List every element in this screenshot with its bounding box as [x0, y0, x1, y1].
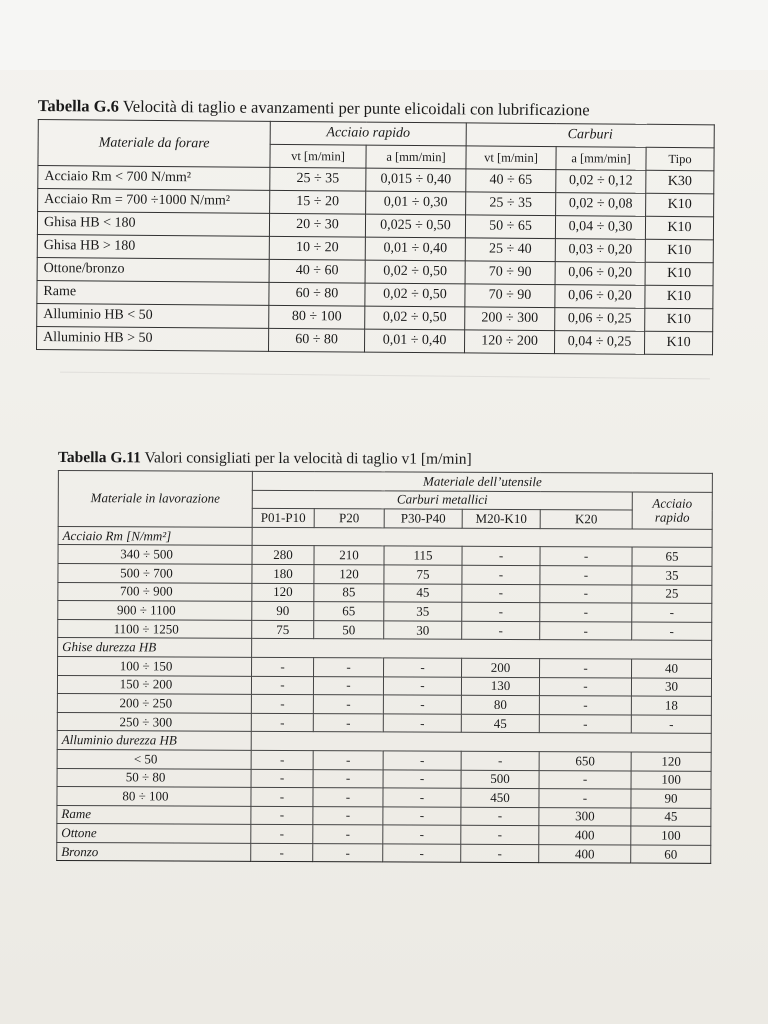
cell-hss-a: 0,01 ÷ 0,30 — [366, 191, 466, 215]
cell-hss-vt: 25 ÷ 35 — [270, 167, 366, 191]
cell-carb-a: 0,03 ÷ 0,20 — [555, 239, 645, 263]
value-cell: 25 — [632, 585, 712, 604]
cell-hss-vt: 10 ÷ 20 — [269, 236, 365, 260]
cell-carb-vt: 70 ÷ 90 — [465, 261, 555, 285]
group-filler — [252, 639, 712, 660]
cell-tipo: K10 — [645, 239, 713, 263]
table-g6-title-text: Velocità di taglio e avanzamenti per punte elicoidali con lubrificazione — [122, 96, 590, 120]
value-cell: - — [539, 714, 631, 733]
cell-carb-a: 0,02 ÷ 0,08 — [556, 193, 646, 217]
value-cell: 30 — [384, 621, 462, 640]
cell-material: Ottone/bronzo — [37, 257, 269, 282]
table-row — [57, 842, 711, 863]
value-cell: - — [461, 807, 539, 826]
value-cell: 45 — [461, 714, 539, 733]
value-cell: - — [313, 825, 383, 844]
table-g11 — [56, 470, 713, 864]
value-cell: - — [251, 750, 313, 769]
value-cell: - — [383, 844, 461, 863]
range-cell: 250 ÷ 300 — [57, 712, 251, 731]
value-cell: 85 — [314, 583, 384, 602]
value-cell: - — [462, 547, 540, 566]
value-cell: 280 — [252, 546, 314, 565]
value-cell: - — [461, 826, 539, 845]
value-cell: 650 — [539, 752, 631, 771]
table-row — [37, 326, 713, 354]
value-cell: 130 — [461, 677, 539, 696]
cell-hss-a: 0,015 ÷ 0,40 — [366, 168, 466, 192]
value-cell: 45 — [631, 808, 711, 827]
table-g6-title — [38, 96, 714, 121]
value-cell: - — [539, 770, 631, 789]
table-g11-title-label: Tabella G.11 — [57, 449, 141, 467]
value-cell: 35 — [384, 602, 462, 621]
value-cell: 500 — [461, 770, 539, 789]
material-cell: Bronzo — [57, 842, 251, 861]
range-cell: 150 ÷ 200 — [57, 675, 251, 694]
value-cell: 180 — [252, 564, 314, 583]
group-label: Acciaio Rm [N/mm²] — [58, 526, 252, 545]
value-cell: 400 — [539, 826, 631, 845]
value-cell: - — [251, 806, 313, 825]
value-cell: 90 — [252, 602, 314, 621]
col-header-p30-p40: P30-P40 — [384, 509, 462, 528]
cell-material: Alluminio HB < 50 — [37, 303, 269, 328]
range-cell: 900 ÷ 1100 — [58, 601, 252, 620]
value-cell: - — [461, 751, 539, 770]
range-cell: < 50 — [57, 749, 251, 768]
range-cell: 200 ÷ 250 — [57, 694, 251, 713]
table-g6-section — [36, 96, 714, 355]
value-cell: 75 — [384, 565, 462, 584]
table-g11-section — [56, 449, 712, 864]
value-cell: - — [251, 825, 313, 844]
cell-carb-a: 0,06 ÷ 0,20 — [555, 285, 645, 309]
value-cell: - — [383, 714, 461, 733]
cell-carb-a: 0,02 ÷ 0,12 — [556, 170, 646, 194]
cell-material: Ghisa HB > 180 — [37, 234, 269, 259]
cell-tipo: K10 — [645, 285, 713, 309]
col-group-tool-material: Materiale dell’utensile — [252, 471, 712, 492]
col-group-hss: Acciaio rapido — [270, 121, 466, 146]
value-cell: 210 — [314, 546, 384, 565]
table-g6-body — [37, 166, 714, 355]
value-cell: - — [383, 788, 461, 807]
col-header-carb-vt: vt [m/min] — [466, 146, 556, 170]
value-cell: - — [313, 751, 383, 770]
cell-carb-vt: 50 ÷ 65 — [465, 215, 555, 239]
cell-carb-vt: 25 ÷ 40 — [465, 238, 555, 262]
cell-tipo: K10 — [645, 331, 713, 355]
value-cell: - — [313, 695, 383, 714]
value-cell: - — [632, 603, 712, 622]
value-cell: 450 — [461, 788, 539, 807]
value-cell: 120 — [252, 583, 314, 602]
value-cell: 90 — [631, 789, 711, 808]
material-cell: Rame — [57, 805, 251, 824]
value-cell: - — [540, 659, 632, 678]
value-cell: - — [251, 769, 313, 788]
cell-material: Rame — [37, 280, 269, 305]
value-cell: - — [251, 787, 313, 806]
cell-material: Acciaio Rm < 700 N/mm² — [38, 166, 270, 191]
value-cell: 120 — [631, 752, 711, 771]
cell-hss-vt: 15 ÷ 20 — [270, 190, 366, 214]
value-cell: - — [632, 622, 712, 641]
col-header-m20-k10: M20-K10 — [462, 509, 540, 528]
value-cell: 120 — [314, 565, 384, 584]
value-cell: - — [313, 676, 383, 695]
group-filler — [251, 732, 711, 753]
range-cell: 1100 ÷ 1250 — [58, 619, 252, 638]
table-g11-body — [57, 526, 713, 864]
range-cell: 500 ÷ 700 — [58, 563, 252, 582]
value-cell: - — [539, 789, 631, 808]
cell-carb-vt: 200 ÷ 300 — [465, 307, 555, 331]
value-cell: - — [383, 825, 461, 844]
value-cell: 35 — [632, 566, 712, 585]
col-header-material: Materiale in lavorazione — [58, 471, 252, 528]
cell-hss-vt: 60 ÷ 80 — [269, 328, 365, 352]
group-filler — [252, 527, 712, 548]
range-cell: 50 ÷ 80 — [57, 768, 251, 787]
range-cell: 100 ÷ 150 — [58, 656, 252, 675]
cell-carb-vt: 25 ÷ 35 — [466, 192, 556, 216]
range-cell: 80 ÷ 100 — [57, 787, 251, 806]
col-group-carbides: Carburi metallici — [252, 490, 632, 510]
cell-carb-a: 0,06 ÷ 0,25 — [555, 308, 645, 332]
cell-material: Ghisa HB < 180 — [37, 212, 269, 237]
table-g6 — [36, 119, 715, 355]
cell-hss-a: 0,02 ÷ 0,50 — [365, 260, 465, 284]
table-g11-title — [58, 449, 712, 470]
cell-tipo: K10 — [646, 193, 714, 217]
value-cell: - — [540, 566, 632, 585]
col-header-k20: K20 — [540, 510, 632, 529]
value-cell: - — [631, 715, 711, 734]
cell-carb-a: 0,04 ÷ 0,30 — [555, 216, 645, 240]
value-cell: - — [461, 844, 539, 863]
value-cell: - — [313, 769, 383, 788]
value-cell: - — [251, 843, 313, 862]
value-cell: 65 — [632, 547, 712, 566]
value-cell: - — [313, 843, 383, 862]
col-header-carb-a: a [mm/min] — [556, 147, 646, 171]
cell-tipo: K10 — [645, 216, 713, 240]
scan-top-area — [0, 0, 768, 70]
value-cell: 400 — [539, 844, 631, 863]
value-cell: - — [252, 657, 314, 676]
col-header-p01-p10: P01-P10 — [252, 509, 314, 528]
value-cell: - — [462, 602, 540, 621]
cell-carb-a: 0,04 ÷ 0,25 — [555, 331, 645, 355]
col-header-material: Materiale da forare — [38, 120, 270, 168]
value-cell: 18 — [631, 696, 711, 715]
cell-hss-a: 0,01 ÷ 0,40 — [364, 329, 464, 353]
value-cell: - — [540, 547, 632, 566]
value-cell: 100 — [631, 826, 711, 845]
value-cell: - — [313, 788, 383, 807]
range-cell: 700 ÷ 900 — [58, 582, 252, 601]
value-cell: 200 — [462, 658, 540, 677]
value-cell: - — [383, 676, 461, 695]
range-cell: 340 ÷ 500 — [58, 545, 252, 564]
table-g6-title-label: Tabella G.6 — [37, 96, 119, 116]
value-cell: - — [251, 713, 313, 732]
cell-hss-vt: 20 ÷ 30 — [269, 213, 365, 237]
group-label: Alluminio durezza HB — [57, 731, 251, 750]
col-header-p20: P20 — [314, 509, 384, 528]
value-cell: - — [313, 806, 383, 825]
cell-hss-vt: 80 ÷ 100 — [269, 305, 365, 329]
cell-hss-vt: 40 ÷ 60 — [269, 259, 365, 283]
cell-hss-a: 0,025 ÷ 0,50 — [365, 214, 465, 238]
col-group-carbide: Carburi — [466, 123, 714, 148]
value-cell: - — [313, 713, 383, 732]
value-cell: 45 — [384, 583, 462, 602]
col-header-hss-a: a [mm/min] — [366, 145, 466, 169]
cell-hss-a: 0,02 ÷ 0,50 — [365, 283, 465, 307]
value-cell: - — [251, 694, 313, 713]
cell-tipo: K10 — [645, 308, 713, 332]
value-cell: 40 — [632, 659, 712, 678]
cell-material: Alluminio HB > 50 — [37, 326, 269, 351]
table-g11-title-text: Valori consigliati per la velocità di taglio v1 [m/min] — [144, 449, 472, 468]
value-cell: - — [384, 658, 462, 677]
value-cell: - — [540, 621, 632, 640]
cell-carb-a: 0,06 ÷ 0,20 — [555, 262, 645, 286]
value-cell: 115 — [384, 546, 462, 565]
value-cell: - — [383, 695, 461, 714]
value-cell: - — [539, 696, 631, 715]
cell-carb-vt: 40 ÷ 65 — [466, 169, 556, 193]
cell-hss-a: 0,02 ÷ 0,50 — [365, 306, 465, 330]
value-cell: - — [383, 769, 461, 788]
value-cell: - — [251, 676, 313, 695]
value-cell: 100 — [631, 771, 711, 790]
cell-carb-vt: 120 ÷ 200 — [465, 330, 555, 354]
col-header-hss-vt: vt [m/min] — [270, 144, 366, 168]
cell-hss-vt: 60 ÷ 80 — [269, 282, 365, 306]
cell-material: Acciaio Rm = 700 ÷1000 N/mm² — [38, 189, 270, 214]
value-cell: - — [539, 677, 631, 696]
value-cell: - — [314, 658, 384, 677]
value-cell: - — [462, 584, 540, 603]
value-cell: 50 — [314, 620, 384, 639]
value-cell: - — [540, 603, 632, 622]
value-cell: - — [540, 584, 632, 603]
group-label: Ghise durezza HB — [58, 638, 252, 657]
col-header-hss: Acciaio rapido — [632, 492, 712, 530]
material-cell: Ottone — [57, 824, 251, 843]
cell-tipo: K10 — [645, 262, 713, 286]
value-cell: - — [383, 751, 461, 770]
col-header-tipo: Tipo — [646, 147, 714, 171]
value-cell: - — [462, 621, 540, 640]
value-cell: 60 — [631, 845, 711, 864]
cell-tipo: K30 — [646, 170, 714, 194]
cell-carb-vt: 70 ÷ 90 — [465, 284, 555, 308]
value-cell: 80 — [461, 695, 539, 714]
value-cell: - — [383, 807, 461, 826]
value-cell: 30 — [631, 678, 711, 697]
value-cell: 75 — [252, 620, 314, 639]
value-cell: 65 — [314, 602, 384, 621]
value-cell: - — [462, 565, 540, 584]
value-cell: 300 — [539, 807, 631, 826]
cell-hss-a: 0,01 ÷ 0,40 — [365, 237, 465, 261]
